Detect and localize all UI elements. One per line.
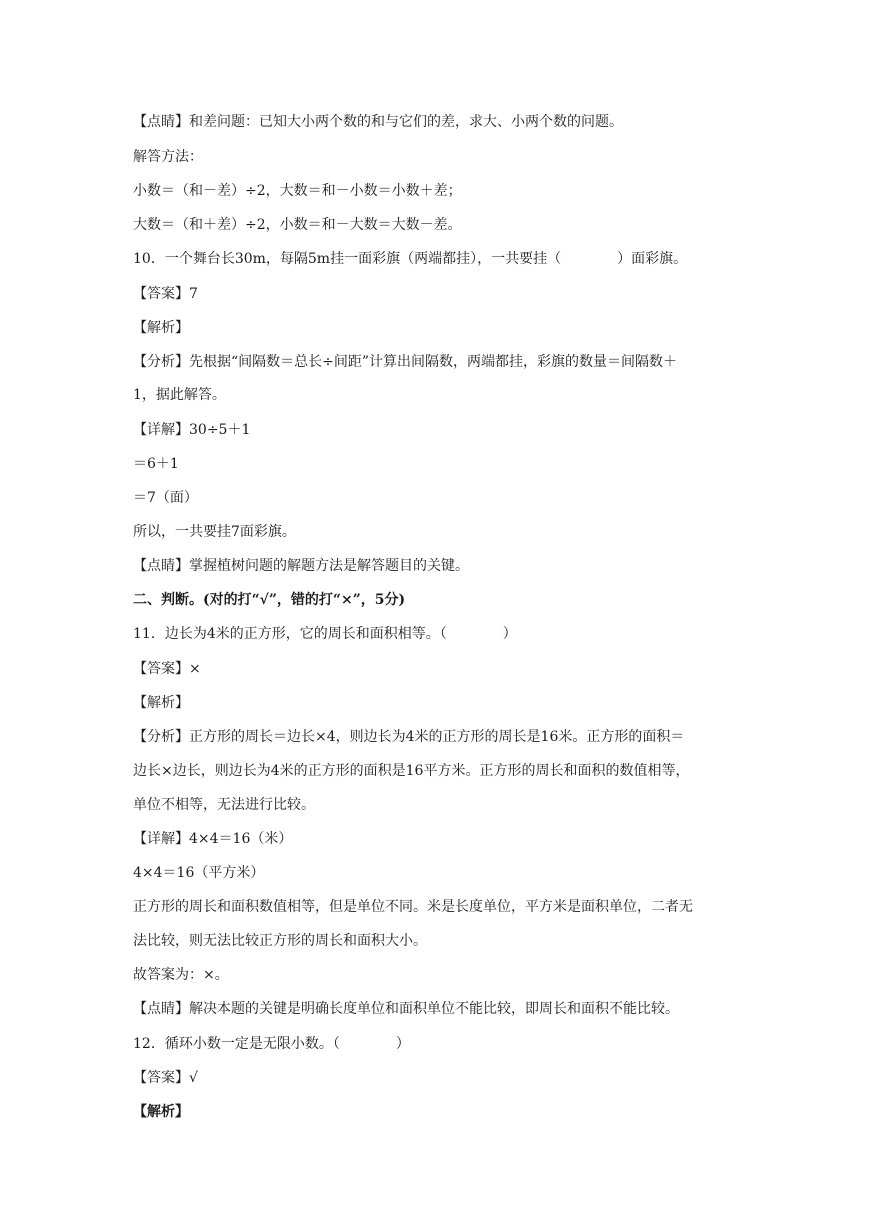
- text-line: 正方形的周长和面积数值相等，但是单位不同。米是长度单位，平方米是面积单位，二者无: [133, 899, 693, 915]
- answer-label: 【答案】√: [133, 1070, 198, 1086]
- text-line: 【分析】正方形的周长＝边长×4，则边长为4米的正方形的周长是16米。正方形的面积＝: [133, 729, 685, 745]
- text-line: 故答案为：×。: [133, 967, 229, 983]
- text-line: 边长×边长，则边长为4米的正方形的面积是16平方米。正方形的周长和面积的数值相等，: [133, 763, 690, 779]
- text-line: 1，据此解答。: [133, 387, 226, 403]
- text-line: 法比较，则无法比较正方形的周长和面积大小。: [133, 933, 427, 949]
- text-line: 【点睛】和差问题：已知大小两个数的和与它们的差，求大、小两个数的问题。: [133, 114, 623, 130]
- question-10: 10．一个舞台长30m，每隔5m挂一面彩旗（两端都挂），一共要挂（ ）面彩旗。: [133, 251, 688, 267]
- text-line: 【点睛】解决本题的关键是明确长度单位和面积单位不能比较，即周长和面积不能比较。: [133, 1001, 679, 1017]
- text-line: 4×4＝16（平方米）: [133, 865, 265, 881]
- text-line: ＝7（面）: [133, 490, 198, 506]
- text-line: 小数＝（和－差）÷2，大数＝和－小数＝小数＋差；: [133, 183, 462, 199]
- analysis-label: 【解析】: [133, 320, 189, 336]
- question-12: 12．循环小数一定是无限小数。（ ）: [133, 1036, 410, 1052]
- text-line: 大数＝（和＋差）÷2，小数＝和－大数＝大数－差。: [133, 217, 462, 233]
- text-line: 【点睛】掌握植树问题的解题方法是解答题目的关键。: [133, 558, 469, 574]
- text-line: 所以，一共要挂7面彩旗。: [133, 524, 296, 540]
- question-11: 11．边长为4米的正方形，它的周长和面积相等。（ ）: [133, 626, 517, 642]
- text-line: 【详解】30÷5＋1: [133, 422, 251, 438]
- answer-label: 【答案】7: [133, 286, 198, 302]
- answer-label: 【答案】×: [133, 661, 201, 677]
- section-heading: 二、判断。(对的打“√”，错的打“×”，5分): [133, 592, 406, 608]
- text-line: 【分析】先根据“间隔数＝总长÷间距”计算出间隔数，两端都挂，彩旗的数量＝间隔数＋: [133, 354, 678, 370]
- text-line: 单位不相等，无法进行比较。: [133, 797, 315, 813]
- analysis-label: 【解析】: [133, 1104, 189, 1120]
- analysis-label: 【解析】: [133, 695, 189, 711]
- text-line: 【详解】4×4＝16（米）: [133, 831, 293, 847]
- text-line: ＝6＋1: [133, 456, 179, 472]
- text-line: 解答方法：: [133, 149, 203, 165]
